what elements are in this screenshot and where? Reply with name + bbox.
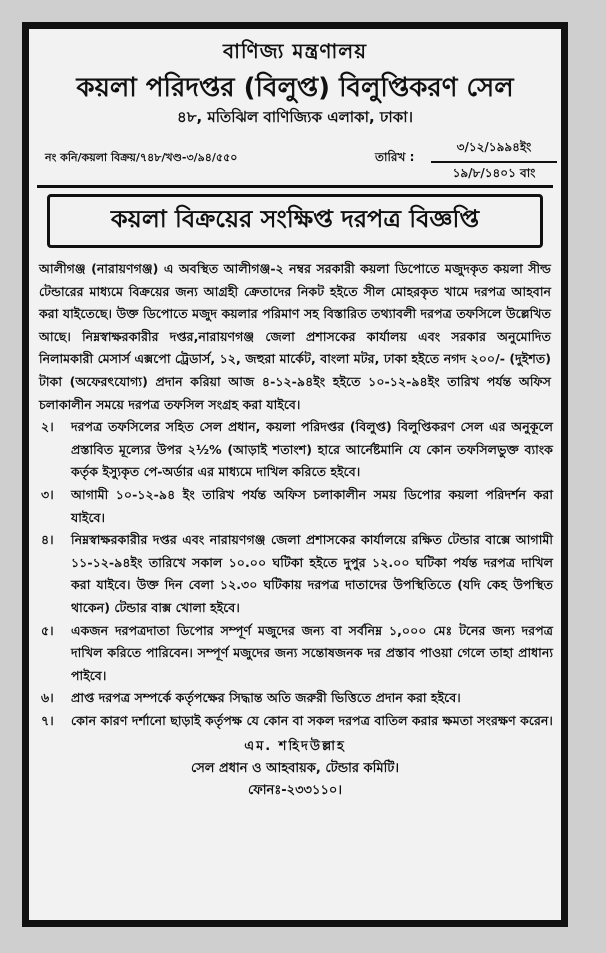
notice-body	[37, 258, 553, 732]
item-text: কোন কারণ দর্শানো ছাড়াই কর্তৃপক্ষ যে কোন বা সকল দরপত্র বাতিল করার ক্ষমতা সংরক্ষণ করেন।	[71, 712, 553, 728]
list-item	[37, 687, 553, 710]
notice-border	[22, 22, 568, 927]
intro-paragraph: আলীগঞ্জ (নারায়ণগঞ্জ) এ অবস্থিত আলীগঞ্জ-২ নম্বর সরকারী কয়লা ডিপোতে মজুদকৃত কয়লা সীল্ড টেন্ডারের মাধ্যমে বিক্রয়ের জন্য আগ্রহী ক্রেতাদের নিকট হইতে সীল মোহরকৃত খামে দরপত্র আহবান করা যাইতেছে। উক্ত ডিপোতে মজুদ কয়লার পরিমাণ সহ বিস্তারিত তথ্যাবলী দরপত্র তফসিলে উল্লেখিত আছে। নিম্নস্বাক্ষরকারীর দপ্তর,নারায়ণগঞ্জ জেলা প্রশাসকের কার্যালয় এবং সরকার অনুমোদিত নিলামকারী মেসার্স এক্সপো ট্রেডার্স, ১২, জহুরা মার্কেট, বাংলা মটর, ঢাকা হইতে নগদ ২০০/- (দুইশত) টাকা (অফেরৎযোগ্য) প্রদান করিয়া আজ ৪-১২-৯৪ইং হইতে ১০-১২-৯৪ইং তারিখ পর্যন্ত অফিস চলাকালীন সময়ে দরপত্র তফসিল সংগ্রহ করা যাইবে।	[39, 261, 551, 412]
date-label: তারিখ :	[375, 150, 415, 164]
office-address: ৪৮, মতিঝিল বাণিজ্যিক এলাকা, ঢাকা।	[177, 108, 413, 126]
list-item	[37, 529, 553, 619]
item-text: একজন দরপত্রদাতা ডিপোর সম্পূর্ণ মজুদের জন্য বা সর্বনিম্ন ১,০০০ মেঃ টনের জন্য দরপত্র দাখিল করিতে পারিবেন। সম্পূর্ণ মজুদের জন্য সন্তোষজনক দর প্রস্তাব পাওয়া গেলে তাহা প্রাধান্য পাইবে।	[71, 622, 553, 683]
list-item	[37, 416, 553, 484]
date-gregorian: ৩/১২/১৯৯৪ইং	[431, 137, 557, 163]
reference-row	[37, 137, 553, 181]
ministry-name: বাণিজ্য মন্ত্রণালয়	[223, 39, 367, 63]
item-number: ৩।	[41, 486, 54, 502]
item-number: ২।	[41, 419, 54, 435]
reference-number: নং কনি/কয়লা বিক্রয়/৭৪৮/খণ্ড-৩/৯৪/৫৫০	[45, 151, 238, 164]
item-number: ৭।	[41, 712, 54, 728]
list-item	[37, 710, 553, 733]
list-item	[37, 484, 553, 529]
date-bengali: ১৯/৮/১৪০১ বাং	[452, 166, 536, 180]
signatory-designation: সেল প্রধান ও আহবায়ক, টেন্ডার কমিটি।	[190, 761, 400, 777]
notice-title: কয়লা বিক্রয়ের সংক্ষিপ্ত দরপত্র বিজ্ঞপ্তি	[47, 194, 543, 248]
notice-content	[37, 35, 553, 914]
item-text: দরপত্র তফসিলের সহিত সেল প্রধান, কয়লা পরিদপ্তর (বিলুপ্ত) বিলুপ্তিকরণ সেল এর অনুকূলে প্রস্তাবিত মূল্যের উপর ২½% (আড়াই শতাংশ) হারে আর্নেষ্টমানি যে কোন তফসিলভুক্ত ব্যাংক কর্তৃক ইস্যুকৃত পে-অর্ডার এর মাধ্যমে দাখিল করিতে হইবে।	[71, 419, 553, 480]
item-number: ৪।	[41, 532, 54, 548]
item-number: ৫।	[41, 622, 54, 638]
list-item	[37, 620, 553, 688]
item-number: ৬।	[41, 690, 54, 706]
signatory-name: এম. শহিদউল্লাহ	[244, 739, 346, 755]
item-text: প্রাপ্ত দরপত্র সম্পর্কে কর্তৃপক্ষের সিদ্ধান্ত অতি জরুরী ভিত্তিতে প্রদান করা হইবে।	[71, 690, 461, 706]
date-block	[431, 137, 557, 187]
item-text: নিম্নস্বাক্ষরকারীর দপ্তর এবং নারায়ণগঞ্জ জেলা প্রশাসকের কার্যালয়ে রক্ষিত টেন্ডার বাক্সে আগামী ১১-১২-৯৪ইং তারিখে সকাল ১০.০০ ঘটিকা হইতে দুপুর ১২.০০ ঘটিকা পর্যন্ত দরপত্র দাখিল করা যাইবে। উক্ত দিন বেলা ১২.৩০ ঘটিকায় দরপত্র দাতাদের উপস্থিতিতে (যদি কেহ উপস্থিত থাকেন) টেন্ডার বাক্স খোলা হইবে।	[71, 532, 553, 615]
office-name: কয়লা পরিদপ্তর (বিলুপ্ত) বিলুপ্তিকরণ সেল	[76, 73, 514, 103]
item-text: আগামী ১০-১২-৯৪ ইং তারিখ পর্যন্ত অফিস চলাকালীন সময় ডিপোর কয়লা পরিদর্শন করা যাইবে।	[71, 486, 553, 525]
signature-block	[37, 736, 553, 802]
contact-phone: ফোনঃ-২৩৩১১০।	[248, 783, 342, 799]
